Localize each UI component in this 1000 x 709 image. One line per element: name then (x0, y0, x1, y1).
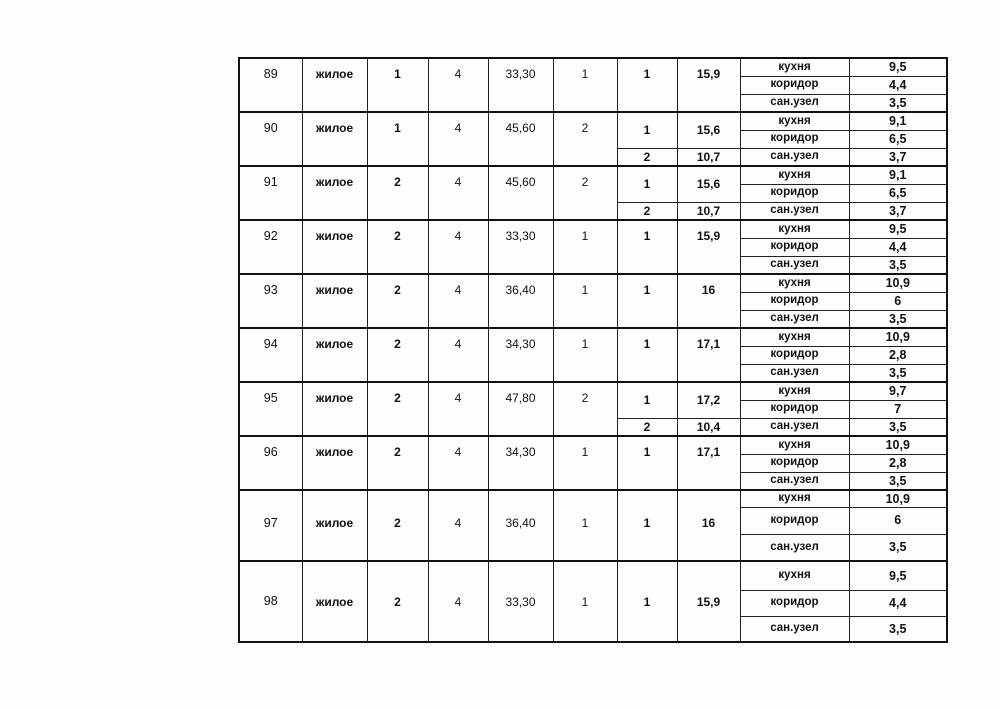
aux-room-area: 3,5 (849, 534, 947, 561)
total-area: 33,30 (488, 58, 553, 112)
storeys: 4 (428, 58, 488, 112)
room-count: 1 (553, 58, 617, 112)
room-index: 1 (617, 112, 677, 148)
apartment-number: 92 (239, 220, 302, 274)
aux-room-area: 4,4 (849, 238, 947, 256)
apartment-number: 96 (239, 436, 302, 490)
room-index: 1 (617, 220, 677, 274)
living-area: 10,4 (677, 418, 740, 436)
aux-room-area: 10,9 (849, 490, 947, 507)
aux-room-name: кухня (740, 382, 849, 400)
total-area: 45,60 (488, 112, 553, 166)
floor: 2 (367, 328, 428, 382)
floor: 1 (367, 58, 428, 112)
aux-room-area: 9,7 (849, 382, 947, 400)
floor: 2 (367, 561, 428, 642)
apartments-table (238, 57, 948, 643)
aux-room-name: сан.узел (740, 256, 849, 274)
aux-room-name: кухня (740, 166, 849, 184)
storeys: 4 (428, 561, 488, 642)
aux-room-area: 9,5 (849, 220, 947, 238)
apartment-96 (239, 436, 947, 490)
aux-room-name: кухня (740, 58, 849, 76)
aux-room-name: кухня (740, 220, 849, 238)
living-area: 17,1 (677, 436, 740, 490)
premises-type: жилое (302, 112, 367, 166)
aux-room-name: коридор (740, 400, 849, 418)
premises-type: жилое (302, 382, 367, 436)
living-area: 10,7 (677, 202, 740, 220)
storeys: 4 (428, 328, 488, 382)
living-area: 15,6 (677, 166, 740, 202)
aux-room-name: коридор (740, 346, 849, 364)
apartment-number: 94 (239, 328, 302, 382)
aux-room-area: 10,9 (849, 274, 947, 292)
total-area: 36,40 (488, 274, 553, 328)
aux-room-area: 9,1 (849, 112, 947, 130)
aux-room-area: 6,5 (849, 130, 947, 148)
aux-room-area: 3,7 (849, 202, 947, 220)
aux-room-area: 6 (849, 507, 947, 534)
apartment-91 (239, 166, 947, 220)
aux-room-name: кухня (740, 328, 849, 346)
aux-room-name: коридор (740, 238, 849, 256)
aux-room-area: 3,5 (849, 310, 947, 328)
storeys: 4 (428, 274, 488, 328)
aux-room-area: 10,9 (849, 436, 947, 454)
aux-room-area: 3,5 (849, 256, 947, 274)
aux-room-area: 4,4 (849, 590, 947, 616)
aux-room-area: 9,5 (849, 561, 947, 590)
storeys: 4 (428, 166, 488, 220)
aux-room-area: 10,9 (849, 328, 947, 346)
living-area: 10,7 (677, 148, 740, 166)
apartment-90 (239, 112, 947, 166)
room-count: 1 (553, 220, 617, 274)
floor: 2 (367, 220, 428, 274)
apartment-number: 98 (239, 561, 302, 642)
apartment-89 (239, 58, 947, 112)
living-area: 16 (677, 490, 740, 561)
room-index: 1 (617, 166, 677, 202)
aux-room-name: кухня (740, 490, 849, 507)
floor: 2 (367, 166, 428, 220)
total-area: 47,80 (488, 382, 553, 436)
aux-room-area: 3,5 (849, 472, 947, 490)
aux-room-area: 6,5 (849, 184, 947, 202)
floor: 1 (367, 112, 428, 166)
premises-type: жилое (302, 436, 367, 490)
living-area: 15,9 (677, 220, 740, 274)
aux-room-name: сан.узел (740, 472, 849, 490)
room-index: 1 (617, 328, 677, 382)
apartment-95 (239, 382, 947, 436)
room-index: 1 (617, 58, 677, 112)
aux-room-name: сан.узел (740, 418, 849, 436)
aux-room-name: сан.узел (740, 94, 849, 112)
aux-room-area: 3,5 (849, 418, 947, 436)
room-index: 2 (617, 202, 677, 220)
premises-type: жилое (302, 561, 367, 642)
aux-room-area: 9,1 (849, 166, 947, 184)
total-area: 45,60 (488, 166, 553, 220)
apartment-number: 95 (239, 382, 302, 436)
aux-room-name: сан.узел (740, 616, 849, 642)
apartment-number: 90 (239, 112, 302, 166)
living-area: 15,9 (677, 58, 740, 112)
floor: 2 (367, 274, 428, 328)
storeys: 4 (428, 436, 488, 490)
apartment-number: 97 (239, 490, 302, 561)
total-area: 33,30 (488, 561, 553, 642)
aux-room-area: 2,8 (849, 454, 947, 472)
total-area: 33,30 (488, 220, 553, 274)
room-index: 1 (617, 274, 677, 328)
room-count: 1 (553, 274, 617, 328)
total-area: 34,30 (488, 328, 553, 382)
aux-room-area: 4,4 (849, 76, 947, 94)
apartment-94 (239, 328, 947, 382)
apartment-93 (239, 274, 947, 328)
storeys: 4 (428, 220, 488, 274)
living-area: 17,2 (677, 382, 740, 418)
aux-room-area: 9,5 (849, 58, 947, 76)
aux-room-name: кухня (740, 112, 849, 130)
total-area: 36,40 (488, 490, 553, 561)
aux-room-area: 3,5 (849, 364, 947, 382)
premises-type: жилое (302, 58, 367, 112)
room-index: 2 (617, 418, 677, 436)
premises-type: жилое (302, 220, 367, 274)
room-count: 1 (553, 436, 617, 490)
floor: 2 (367, 382, 428, 436)
floor: 2 (367, 490, 428, 561)
aux-room-area: 7 (849, 400, 947, 418)
room-index: 1 (617, 436, 677, 490)
aux-room-name: сан.узел (740, 148, 849, 166)
room-index: 2 (617, 148, 677, 166)
aux-room-name: коридор (740, 76, 849, 94)
living-area: 17,1 (677, 328, 740, 382)
aux-room-name: сан.узел (740, 310, 849, 328)
aux-room-area: 3,7 (849, 148, 947, 166)
total-area: 34,30 (488, 436, 553, 490)
aux-room-name: кухня (740, 561, 849, 590)
aux-room-name: коридор (740, 184, 849, 202)
living-area: 15,6 (677, 112, 740, 148)
aux-room-name: кухня (740, 274, 849, 292)
apartment-92 (239, 220, 947, 274)
apartment-number: 89 (239, 58, 302, 112)
aux-room-area: 6 (849, 292, 947, 310)
living-area: 15,9 (677, 561, 740, 642)
aux-room-name: кухня (740, 436, 849, 454)
room-count: 1 (553, 490, 617, 561)
apartment-number: 91 (239, 166, 302, 220)
aux-room-name: сан.узел (740, 202, 849, 220)
room-count: 2 (553, 166, 617, 220)
aux-room-area: 2,8 (849, 346, 947, 364)
aux-room-name: сан.узел (740, 364, 849, 382)
apartment-number: 93 (239, 274, 302, 328)
room-count: 2 (553, 112, 617, 166)
room-count: 1 (553, 561, 617, 642)
premises-type: жилое (302, 490, 367, 561)
aux-room-name: коридор (740, 130, 849, 148)
premises-type: жилое (302, 274, 367, 328)
aux-room-area: 3,5 (849, 94, 947, 112)
room-index: 1 (617, 382, 677, 418)
premises-type: жилое (302, 328, 367, 382)
premises-type: жилое (302, 166, 367, 220)
aux-room-name: коридор (740, 292, 849, 310)
apartment-98 (239, 561, 947, 642)
room-count: 1 (553, 328, 617, 382)
floor: 2 (367, 436, 428, 490)
apartment-97 (239, 490, 947, 561)
room-index: 1 (617, 561, 677, 642)
room-count: 2 (553, 382, 617, 436)
living-area: 16 (677, 274, 740, 328)
room-index: 1 (617, 490, 677, 561)
storeys: 4 (428, 490, 488, 561)
aux-room-name: коридор (740, 507, 849, 534)
storeys: 4 (428, 112, 488, 166)
storeys: 4 (428, 382, 488, 436)
aux-room-area: 3,5 (849, 616, 947, 642)
aux-room-name: сан.узел (740, 534, 849, 561)
aux-room-name: коридор (740, 590, 849, 616)
aux-room-name: коридор (740, 454, 849, 472)
